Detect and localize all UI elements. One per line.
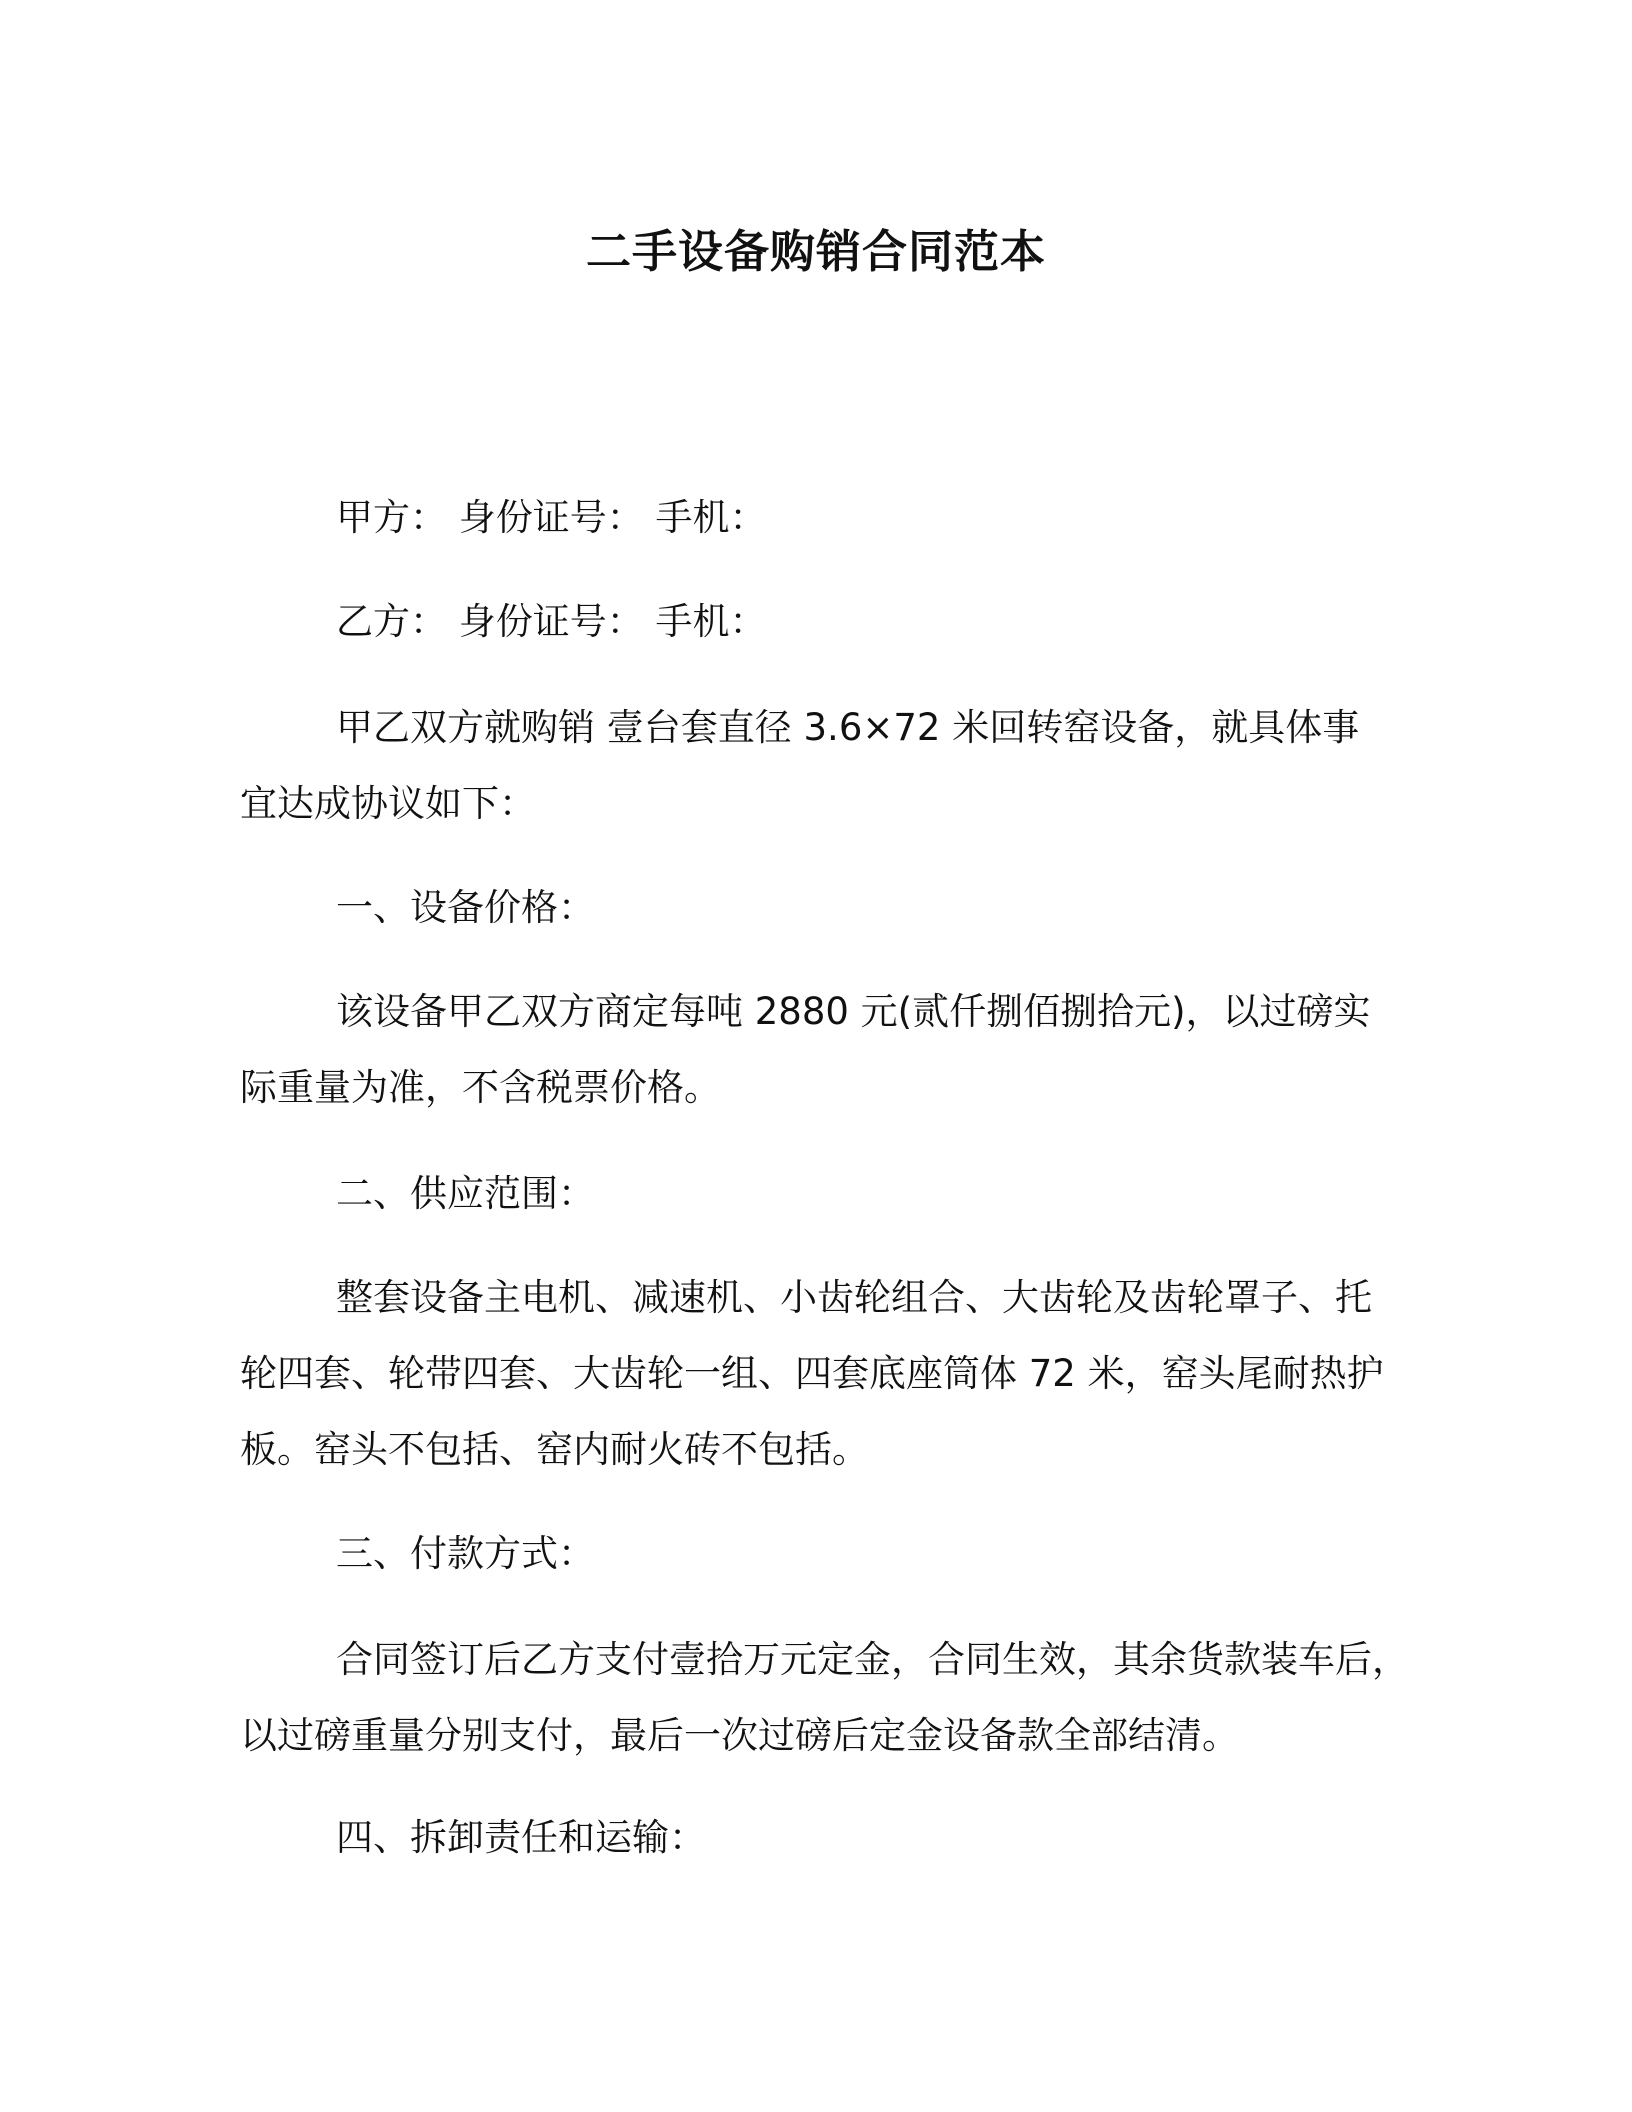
- paragraph-line: 以过磅重量分别支付，最后一次过磅后定金设备款全部结清。: [240, 1714, 1239, 1757]
- document-title: 二手设备购销合同范本: [585, 225, 1046, 278]
- paragraph-line: 乙方： 身份证号： 手机：: [336, 600, 767, 643]
- paragraph-line: 二、供应范围：: [336, 1172, 595, 1215]
- paragraph-line: 宜达成协议如下：: [240, 782, 536, 825]
- paragraph-line: 整套设备主电机、减速机、小齿轮组合、大齿轮及齿轮罩子、托: [336, 1276, 1372, 1319]
- section-heading-price: [240, 870, 1410, 946]
- paragraph-line: 合同签订后乙方支付壹拾万元定金，合同生效，其余货款装车后，: [336, 1638, 1409, 1681]
- party-a-line: [240, 480, 1410, 556]
- party-b-line: [240, 584, 1410, 660]
- paragraph-line: 甲方： 身份证号： 手机：: [336, 496, 767, 539]
- paragraph-line: 板。窑头不包括、窑内耐火砖不包括。: [240, 1428, 869, 1471]
- intro-paragraph: [240, 690, 1410, 842]
- section-heading-scope: [240, 1156, 1410, 1232]
- scope-paragraph: [240, 1260, 1410, 1488]
- paragraph-line: 三、付款方式：: [336, 1532, 595, 1575]
- section-heading-payment: [240, 1516, 1410, 1592]
- paragraph-line: 甲乙双方就购销 壹台套直径 3.6×72 米回转窑设备，就具体事: [336, 706, 1360, 749]
- section-heading-dismantle: [240, 1800, 1410, 1876]
- payment-paragraph: [240, 1622, 1410, 1774]
- paragraph-line: 该设备甲乙双方商定每吨 2880 元(贰仟捌佰捌拾元)，以过磅实: [336, 990, 1371, 1033]
- paragraph-line: 四、拆卸责任和运输：: [336, 1816, 706, 1859]
- paragraph-line: 一、设备价格：: [336, 886, 595, 929]
- price-paragraph: [240, 974, 1410, 1126]
- paragraph-line: 际重量为准，不含税票价格。: [240, 1066, 721, 1109]
- paragraph-line: 轮四套、轮带四套、大齿轮一组、四套底座筒体 72 米，窑头尾耐热护: [240, 1352, 1384, 1395]
